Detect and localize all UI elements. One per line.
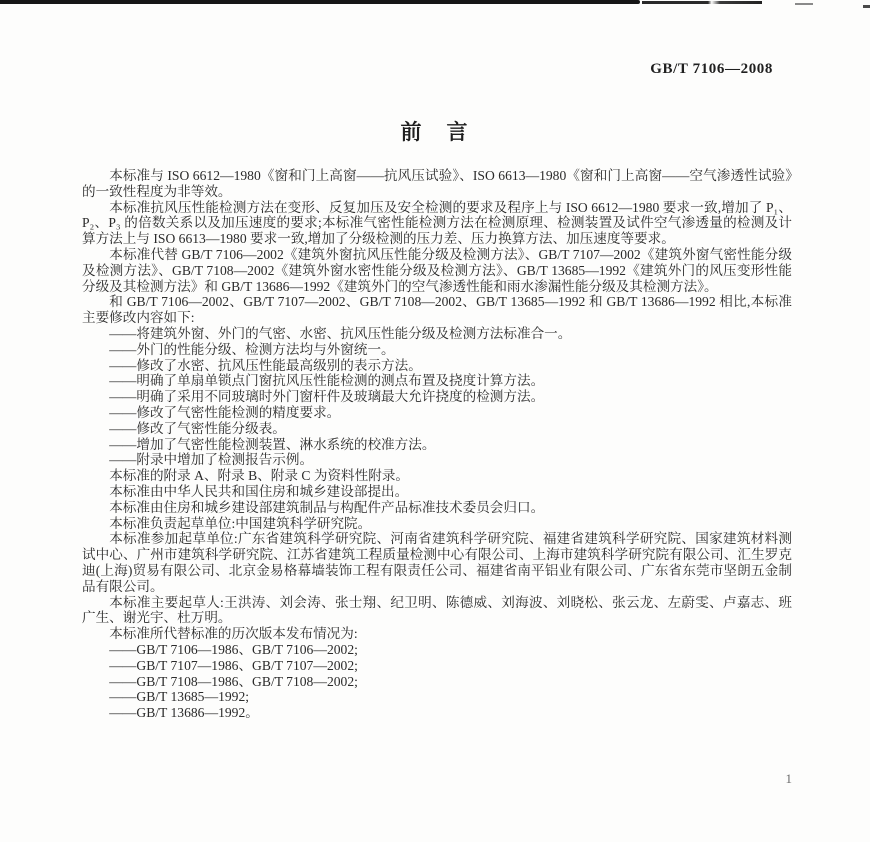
- history-list-item: ——GB/T 13686—1992。: [109, 705, 259, 721]
- scan-artifact-fragment: [863, 5, 870, 8]
- change-list-item: ——明确了采用不同玻璃时外门窗杆件及玻璃最大允许挠度的检测方法。: [109, 389, 545, 405]
- paragraph: 本标准与 ISO 6612—1980《窗和门上高窗——抗风压试验》、ISO 6613—1980《窗和门上高窗——空气渗透性试验》的一致性程度为非等效。: [82, 168, 792, 199]
- change-list-item: ——明确了单扇单锁点门窗抗风压性能检测的测点布置及挠度计算方法。: [109, 373, 545, 389]
- paragraph: 和 GB/T 7106—2002、GB/T 7107—2002、GB/T 7108—2002、GB/T 13685—1992 和 GB/T 13686—1992 相比,本标准主要修改内容如下:: [82, 294, 792, 326]
- change-list-item: ——将建筑外窗、外门的气密、水密、抗风压性能分级及检测方法标准合一。: [109, 325, 572, 341]
- change-list-item: ——修改了水密、抗风压性能最高级别的表示方法。: [109, 357, 422, 373]
- paragraph: 本标准抗风压性能检测方法在变形、反复加压及安全检测的要求及程序上与 ISO 6612—1980 要求一致,增加了 P₁、P₂、P₃ 的倍数关系以及加压速度的要求;本标准气密性能检测方法在检测原理、检测装置及试件空气渗透量的检测及计算方法上与 ISO 6613—1980 要求一致,增加了分级检测的压力差、压力换算方法、加压速度等要求。: [82, 199, 792, 247]
- participants-paragraph: 本标准参加起草单位:广东省建筑科学研究院、河南省建筑科学研究院、福建省建筑科学研究院、国家建筑材料测试中心、广州市建筑科学研究院、江苏省建筑工程质量检测中心有限公司、上海市建筑科学研究院有限公司、汇生罗克迪(上海)贸易有限公司、北京金易格幕墙装饰工程有限责任公司、福建省南平铝业有限公司、广东省东莞市坚朗五金制品有限公司。: [82, 531, 792, 594]
- page-title: 前 言: [400, 120, 470, 144]
- history-list-item: ——GB/T 13685—1992;: [109, 689, 250, 705]
- paragraph: 本标准代替 GB/T 7106—2002《建筑外窗抗风压性能分级及检测方法》、GB/T 7107—2002《建筑外窗气密性能分级及检测方法》、GB/T 7108—2002《建筑外窗水密性能分级及检测方法》、GB/T 13685—1992《建筑外门的风压变形性能分级及其检测方法》和 GB/T 13686—1992《建筑外门的空气渗透性能和雨水渗漏性能分级及其检测方法》。: [82, 246, 792, 294]
- foreword-body: [82, 168, 792, 721]
- history-list-item: ——GB/T 7106—1986、GB/T 7106—2002;: [109, 641, 358, 657]
- history-list-item: ——GB/T 7108—1986、GB/T 7108—2002;: [109, 673, 358, 689]
- page-number: 1: [785, 771, 792, 786]
- paragraph: 本标准的附录 A、附录 B、附录 C 为资料性附录。: [109, 468, 410, 484]
- change-list-item: ——增加了气密性能检测装置、淋水系统的校准方法。: [109, 436, 436, 452]
- scan-artifact-fragment: [642, 1, 762, 4]
- drafters-paragraph: 本标准主要起草人:王洪涛、刘会涛、张士翔、纪卫明、陈德威、刘海波、刘晓松、张云龙、左蔚雯、卢嘉志、班广生、谢光宇、杜万明。: [82, 594, 792, 626]
- history-intro-paragraph: 本标准所代替标准的历次版本发布情况为:: [109, 626, 358, 642]
- change-list-item: ——外门的性能分级、检测方法均与外窗统一。: [109, 341, 395, 357]
- standard-code: GB/T 7106—2008: [650, 61, 773, 77]
- change-list-item: ——修改了气密性能分级表。: [109, 420, 286, 436]
- scan-artifact-strip: [0, 0, 640, 4]
- change-list-item: ——修改了气密性能检测的精度要求。: [109, 404, 341, 420]
- scan-artifact-fragment: [795, 3, 813, 5]
- paragraph: 本标准负责起草单位:中国建筑科学研究院。: [109, 515, 372, 531]
- history-list-item: ——GB/T 7107—1986、GB/T 7107—2002;: [109, 657, 358, 673]
- paragraph: 本标准由中华人民共和国住房和城乡建设部提出。: [109, 483, 409, 499]
- change-list-item: ——附录中增加了检测报告示例。: [109, 452, 314, 468]
- paragraph: 本标准由住房和城乡建设部建筑制品与构配件产品标准技术委员会归口。: [109, 499, 545, 515]
